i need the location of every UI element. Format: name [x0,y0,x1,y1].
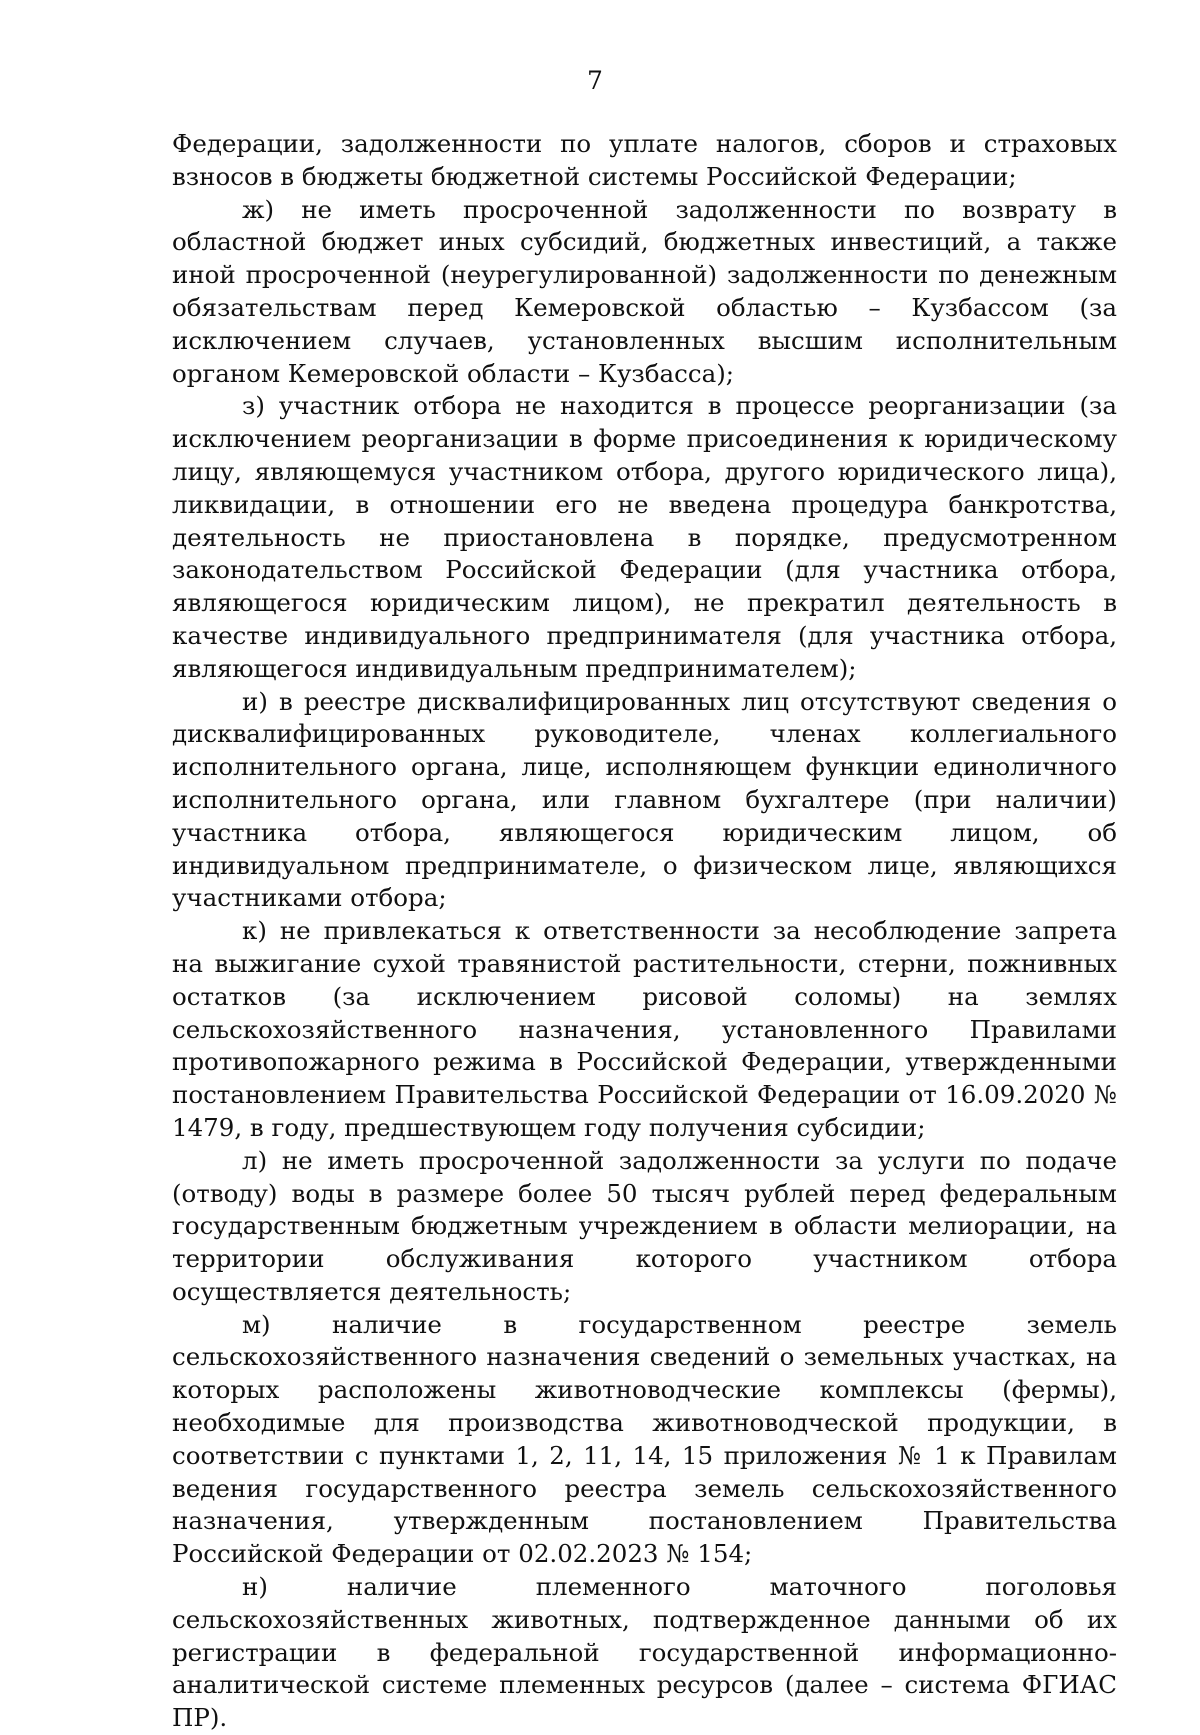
paragraph-z: з) участник отбора не находится в процессе реорганизации (за исключением реорганизации в форме присоединения к юридическому лицу, являющемуся участником отбора, другого юридического лица), ликвидации, в отношении его не введена процедура банкротства, деятельность не приостановлена в порядке, предусмотренном законодательством Российской Федерации (для участника отбора, являющегося юридическим лицом), не прекратил деятельность в качестве индивидуального предпринимателя (для участника отбора, являющегося индивидуальным предпринимателем); [172,391,1117,683]
paragraph-k: к) не привлекаться к ответственности за несоблюдение запрета на выжигание сухой травянистой растительности, стерни, пожнивных остатков (за исключением рисовой соломы) на землях сельскохозяйственного назначения, установленного Правилами противопожарного режима в Российской Федерации, утвержденными постановлением Правительства Российской Федерации от 16.09.2020 № 1479, в году, предшествующем году получения субсидии; [172,916,1117,1142]
paragraph-i: и) в реестре дисквалифицированных лиц отсутствуют сведения о дисквалифицированных руководителе, членах коллегиального исполнительного органа, лице, исполняющем функции единоличного исполнительного органа, или главном бухгалтере (при наличии) участника отбора, являющегося юридическим лицом, об индивидуальном предпринимателе, о физическом лице, являющихся участниками отбора; [172,686,1117,913]
page-number: 7 [587,66,603,95]
paragraph-m: м) наличие в государственном реестре земель сельскохозяйственного назначения сведений о земельных участках, на которых расположены животноводческие комплексы (фермы), необходимые для производства животноводческой продукции, в соответствии с пунктами 1, 2, 11, 14, 15 приложения № 1 к Правилам ведения государственного реестра земель сельскохозяйственного назначения, утвержденным постановлением Правительства Российской Федерации от 02.02.2023 № 154; [172,1309,1117,1569]
document-body [172,128,1117,1735]
paragraph-continuation: Федерации, задолженности по уплате налогов, сборов и страховых взносов в бюджеты бюджетной системы Российской Федерации; [172,129,1117,191]
paragraph-n: н) наличие племенного маточного поголовья сельскохозяйственных животных, подтвержденное данными об их регистрации в федеральной государственной информационно-аналитической системе племенных ресурсов (далее – система ФГИАС ПР). [172,1572,1117,1733]
paragraph-l: л) не иметь просроченной задолженности за услуги по подаче (отводу) воды в размере более 50 тысяч рублей перед федеральным государственным бюджетным учреждением в области мелиорации, на территории обслуживания которого участником отбора осуществляется деятельность; [172,1145,1117,1306]
paragraph-zh: ж) не иметь просроченной задолженности по возврату в областной бюджет иных субсидий, бюджетных инвестиций, а также иной просроченной (неурегулированной) задолженности по денежным обязательствам перед Кемеровской областью – Кузбассом (за исключением случаев, установленных высшим исполнительным органом Кемеровской области – Кузбасса); [172,194,1117,388]
